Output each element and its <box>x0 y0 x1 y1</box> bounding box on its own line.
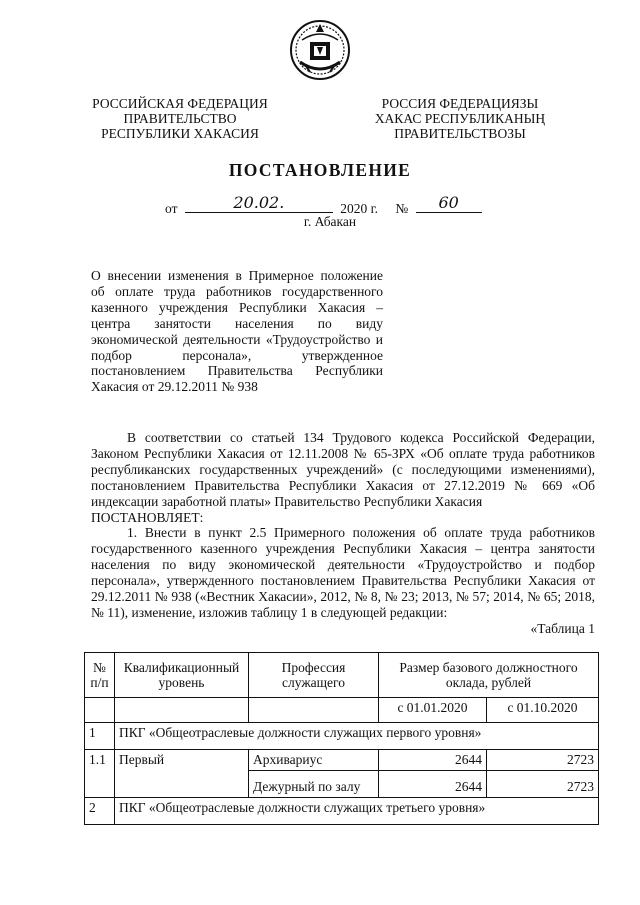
header-left-line: ПРАВИТЕЛЬСТВО <box>123 111 237 126</box>
header-right-line: ПРАВИТЕЛЬСТВОЗЫ <box>394 126 526 141</box>
col-header-num: № п/п <box>85 653 115 698</box>
khakassia-emblem-icon <box>288 18 352 82</box>
header-left-line: РОССИЙСКАЯ ФЕДЕРАЦИЯ <box>92 96 268 111</box>
table-cell <box>85 698 115 723</box>
header-right-line: ХАКАС РЕСПУБЛИКАНЫҢ <box>374 111 546 126</box>
table-group-row <box>85 798 599 825</box>
group-title: ПКГ «Общеотраслевые должности служащих первого уровня» <box>115 723 599 750</box>
header-left <box>82 96 278 141</box>
date-prefix: от <box>165 201 178 216</box>
col-header-salary: Размер базового должностного оклада, рублей <box>379 653 599 698</box>
table-cell <box>249 698 379 723</box>
item-1: 1. Внести в пункт 2.5 Примерного положения об оплате труда работников государственного казенного учреждения Республики Хакасия – центра занятости населения по виду экономической деятельности «Трудоустройство и подбор персонала», утвержденного постановлением Правительства Республики Хакасия от 29.12.2011 № 938 («Вестник Хакасии», 2012, № 8, № 23; 2013, № 57; 2014, № 65; 2018, № 11), изменение, изложив таблицу 1 в следующей редакции: <box>91 525 595 620</box>
table-row <box>85 750 599 771</box>
body-text <box>91 430 595 637</box>
table-cell <box>115 698 249 723</box>
year-text: 2020 г. <box>340 201 378 216</box>
document-title: ПОСТАНОВЛЕНИЕ <box>228 160 412 180</box>
table-group-row <box>85 723 599 750</box>
subject-block: О внесении изменения в Примерное положение об оплате труда работников государственного казенного учреждения Республики Хакасия – центра занятости населения по виду экономической деятельности «Трудоустройство и подбор персонала», утвержденное постановлением Правительства Республики Хакасия от 29.12.2011 № 938 <box>91 268 383 395</box>
profession-name: Архивариус <box>249 750 379 771</box>
group-title: ПКГ «Общеотраслевые должности служащих третьего уровня» <box>115 798 599 825</box>
header-right-line: РОССИЯ ФЕДЕРАЦИЯЗЫ <box>381 96 539 111</box>
salary-value-1: 2644 <box>379 750 487 771</box>
salary-value-1: 2644 <box>379 771 487 798</box>
group-num: 2 <box>85 798 115 825</box>
salary-value-2: 2723 <box>487 750 599 771</box>
handwritten-date: 20.02. <box>233 193 285 212</box>
col-header-profession: Профессия служащего <box>249 653 379 698</box>
table-subheader-row <box>85 698 599 723</box>
handwritten-number: 60 <box>438 193 459 212</box>
header-right <box>352 96 568 141</box>
level-name: Первый <box>115 750 249 798</box>
profession-name: Дежурный по залу <box>249 771 379 798</box>
col-header-level: Квалификационный уровень <box>115 653 249 698</box>
col-header-date1: с 01.01.2020 <box>379 698 487 723</box>
salary-value-2: 2723 <box>487 771 599 798</box>
city: г. Абакан <box>303 214 357 229</box>
number-prefix: № <box>395 201 409 216</box>
decree-word: ПОСТАНОВЛЯЕТ: <box>91 509 204 525</box>
group-num: 1 <box>85 723 115 750</box>
col-header-date2: с 01.10.2020 <box>487 698 599 723</box>
salary-table <box>84 652 599 825</box>
date-field <box>185 193 333 213</box>
table-header-row <box>85 653 599 698</box>
number-field <box>416 193 482 213</box>
header-left-line: РЕСПУБЛИКИ ХАКАСИЯ <box>101 126 259 141</box>
preamble: В соответствии со статьей 134 Трудового кодекса Российской Федерации, Законом Республики Хакасия от 12.11.2008 № 65-ЗРХ «Об оплате труда работников республиканских государственных учреждений» (с последующими изменениями), постановлением Правительства Республики Хакасия от 27.12.2019 № 669 «Об индексации заработной платы» Правительство Республики Хакасия <box>91 430 595 509</box>
table-label: «Таблица 1 <box>530 620 595 636</box>
subgroup-num: 1.1 <box>85 750 115 798</box>
